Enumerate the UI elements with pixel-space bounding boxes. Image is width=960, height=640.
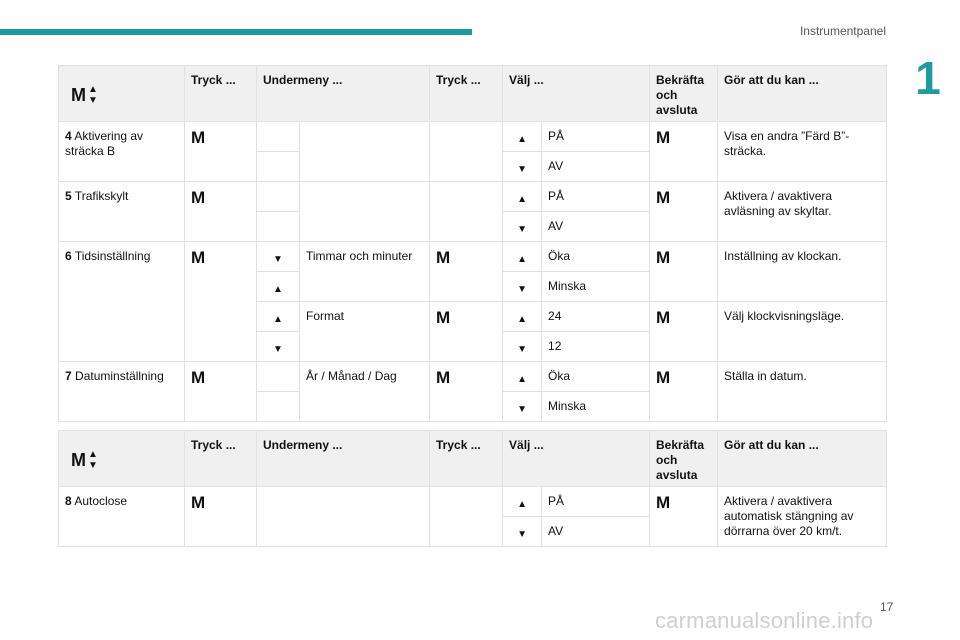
m-button-icon: M xyxy=(430,242,503,302)
down-arrow-icon: ▼ xyxy=(503,272,542,302)
option-down: Minska xyxy=(542,272,650,302)
option-up: 24 xyxy=(542,302,650,332)
header-accent-bar xyxy=(0,29,472,35)
page-number: 17 xyxy=(880,600,894,614)
purpose-text: Inställning av klockan. xyxy=(718,242,887,302)
purpose-text: Aktivera / avaktivera avläsning av skyltar. xyxy=(718,182,887,242)
row-label: 5 Trafikskylt xyxy=(59,182,185,242)
m-button-icon: M xyxy=(430,302,503,362)
menu-arrows-icon: M ▲ ▼ xyxy=(71,449,98,471)
m-button-icon: M xyxy=(185,487,257,547)
submenu-label: Format xyxy=(300,302,430,362)
m-button-icon: M xyxy=(185,362,257,422)
m-button-icon: M xyxy=(650,302,718,362)
m-button-icon: M xyxy=(650,122,718,182)
m-button-icon: M xyxy=(430,362,503,422)
m-button-icon: M xyxy=(650,182,718,242)
m-button-icon: M xyxy=(650,362,718,422)
row-label: 4 Aktivering av sträcka B xyxy=(59,122,185,182)
header-select: Välj ... xyxy=(503,66,650,122)
purpose-text: Aktivera / avaktivera automatisk stängning av dörrarna över 20 km/t. xyxy=(718,487,887,547)
header-confirm: Bekräfta och avsluta xyxy=(650,431,718,487)
down-arrow-icon: ▼ xyxy=(257,242,300,272)
option-down: Minska xyxy=(542,392,650,422)
up-arrow-icon: ▲ xyxy=(503,242,542,272)
purpose-text: Ställa in datum. xyxy=(718,362,887,422)
header-purpose: Gör att du kan ... xyxy=(718,431,887,487)
section-title: Instrumentpanel xyxy=(799,24,886,38)
table-row xyxy=(59,122,887,152)
header-confirm: Bekräfta och avsluta xyxy=(650,66,718,122)
m-button-icon: M xyxy=(185,122,257,182)
header-press: Tryck ... xyxy=(185,66,257,122)
header-purpose: Gör att du kan ... xyxy=(718,66,887,122)
up-arrow-icon: ▲ xyxy=(503,302,542,332)
settings-table-2 xyxy=(58,430,887,547)
submenu-label: År / Månad / Dag xyxy=(300,362,430,422)
table-row xyxy=(59,362,887,392)
up-arrow-icon: ▲ xyxy=(257,302,300,332)
header-icon-cell xyxy=(59,431,185,487)
up-arrow-icon: ▲ xyxy=(503,182,542,212)
option-up: Öka xyxy=(542,362,650,392)
up-arrow-icon: ▲ xyxy=(257,272,300,302)
purpose-text: Visa en andra ”Färd B”-sträcka. xyxy=(718,122,887,182)
chapter-number: 1 xyxy=(915,52,941,104)
option-down: 12 xyxy=(542,332,650,362)
option-up: PÅ xyxy=(542,182,650,212)
option-up: PÅ xyxy=(542,487,650,517)
up-arrow-icon: ▲ xyxy=(503,362,542,392)
header-submenu: Undermeny ... xyxy=(257,431,430,487)
row-label: 7 Datuminställning xyxy=(59,362,185,422)
down-arrow-icon: ▼ xyxy=(503,392,542,422)
table-row xyxy=(59,242,887,272)
m-button-icon: M xyxy=(185,242,257,362)
submenu-label: Timmar och minuter xyxy=(300,242,430,302)
down-arrow-icon: ▼ xyxy=(503,152,542,182)
option-down: AV xyxy=(542,152,650,182)
watermark: carmanualsonline.info xyxy=(655,608,874,633)
row-label: 8 Autoclose xyxy=(59,487,185,547)
option-up: Öka xyxy=(542,242,650,272)
m-button-icon: M xyxy=(650,487,718,547)
settings-table-1 xyxy=(58,65,887,422)
option-up: PÅ xyxy=(542,122,650,152)
option-down: AV xyxy=(542,212,650,242)
header-press: Tryck ... xyxy=(185,431,257,487)
m-button-icon: M xyxy=(185,182,257,242)
header-select: Välj ... xyxy=(503,431,650,487)
header-press2: Tryck ... xyxy=(430,431,503,487)
down-arrow-icon: ▼ xyxy=(503,332,542,362)
option-down: AV xyxy=(542,517,650,547)
row-label: 6 Tidsinställning xyxy=(59,242,185,362)
header-icon-cell xyxy=(59,66,185,122)
menu-arrows-icon: M ▲ ▼ xyxy=(71,84,98,106)
down-arrow-icon: ▼ xyxy=(503,517,542,547)
header-press2: Tryck ... xyxy=(430,66,503,122)
up-arrow-icon: ▲ xyxy=(503,122,542,152)
table-row xyxy=(59,182,887,212)
up-arrow-icon: ▲ xyxy=(503,487,542,517)
purpose-text: Välj klockvisningsläge. xyxy=(718,302,887,362)
down-arrow-icon: ▼ xyxy=(257,332,300,362)
table-header-row xyxy=(59,431,887,487)
down-arrow-icon: ▼ xyxy=(503,212,542,242)
table-header-row xyxy=(59,66,887,122)
header-submenu: Undermeny ... xyxy=(257,66,430,122)
table-row xyxy=(59,487,887,517)
m-button-icon: M xyxy=(650,242,718,302)
